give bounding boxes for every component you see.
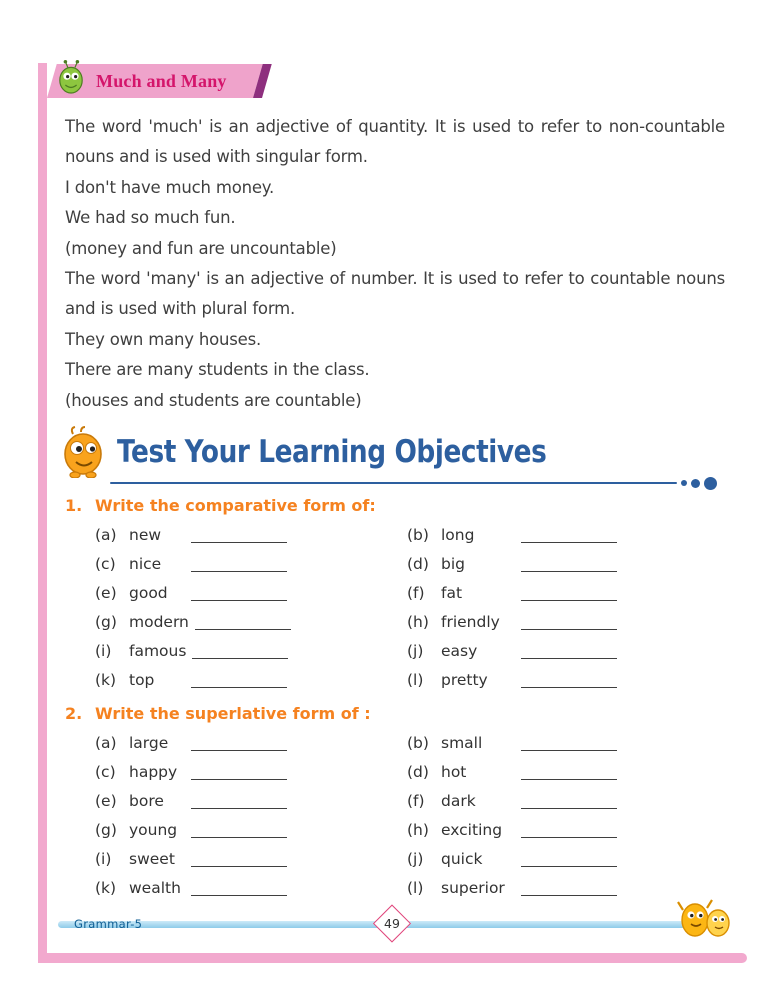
lesson-intro <box>65 112 725 416</box>
answer-blank <box>521 531 617 543</box>
item-letter: (h) <box>407 820 429 839</box>
exercise-item <box>407 636 725 665</box>
intro-paragraph: There are many students in the class. <box>65 360 370 380</box>
intro-paragraph: We had so much fun. <box>65 208 236 228</box>
item-letter: (e) <box>95 791 117 810</box>
item-word: large <box>129 733 169 752</box>
item-letter: (j) <box>407 641 424 660</box>
underline-dot-medium <box>691 479 700 488</box>
answer-blank <box>191 739 287 751</box>
item-word: modern <box>129 612 189 631</box>
answer-blank <box>191 855 287 867</box>
answer-blank <box>521 855 617 867</box>
item-word: hot <box>441 762 467 781</box>
exercise-item <box>407 578 725 607</box>
exercise-item <box>95 786 407 815</box>
lesson-title: Much and Many <box>96 70 227 91</box>
item-letter: (b) <box>407 733 429 752</box>
item-letter: (i) <box>95 849 112 868</box>
exercise-item <box>407 728 725 757</box>
underline-line <box>110 482 677 485</box>
item-word: superior <box>441 878 505 897</box>
exercise-item <box>407 665 725 694</box>
item-letter: (e) <box>95 583 117 602</box>
exercise-heading <box>65 496 725 515</box>
answer-blank <box>191 589 287 601</box>
item-word: sweet <box>129 849 175 868</box>
exercise-item <box>407 757 725 786</box>
item-word: new <box>129 525 162 544</box>
page-border-left <box>38 63 47 963</box>
item-letter: (i) <box>95 641 112 660</box>
item-word: nice <box>129 554 162 573</box>
section-header <box>59 426 725 478</box>
item-word: pretty <box>441 670 488 689</box>
item-letter: (a) <box>95 525 117 544</box>
item-word: small <box>441 733 483 752</box>
exercise-item <box>95 636 407 665</box>
exercise-item <box>95 578 407 607</box>
yellow-monsters-icon <box>675 882 733 938</box>
exercise-item <box>95 815 407 844</box>
exercise-item <box>95 607 407 636</box>
page-border-bottom <box>38 953 747 963</box>
item-letter: (g) <box>95 820 117 839</box>
section-title: Test Your Learning Objectives <box>117 434 547 471</box>
exercise-superlative <box>65 704 725 902</box>
answer-blank <box>191 797 287 809</box>
exercise-item <box>407 844 725 873</box>
answer-blank <box>521 589 617 601</box>
answer-blank <box>521 797 617 809</box>
item-letter: (c) <box>95 762 116 781</box>
item-word: young <box>129 820 178 839</box>
answer-blank <box>521 884 617 896</box>
exercise-item <box>95 665 407 694</box>
item-letter: (l) <box>407 878 424 897</box>
item-letter: (f) <box>407 583 425 602</box>
answer-blank <box>191 531 287 543</box>
underline-dot-small <box>681 480 687 486</box>
item-letter: (l) <box>407 670 424 689</box>
green-monster-icon <box>55 59 87 95</box>
exercise-number: 1. <box>65 496 83 516</box>
item-word: long <box>441 525 475 544</box>
item-letter: (f) <box>407 791 425 810</box>
answer-blank <box>191 676 287 688</box>
answer-blank <box>521 768 617 780</box>
item-word: fat <box>441 583 463 602</box>
item-word: big <box>441 554 465 573</box>
answer-blank <box>521 826 617 838</box>
answer-blank <box>521 560 617 572</box>
answer-blank <box>521 739 617 751</box>
item-word: happy <box>129 762 178 781</box>
exercise-item <box>95 549 407 578</box>
exercise-item <box>95 873 407 902</box>
item-letter: (d) <box>407 554 429 573</box>
item-letter: (c) <box>95 554 116 573</box>
answer-blank <box>191 560 287 572</box>
exercise-comparative <box>65 496 725 694</box>
intro-paragraph: The word 'many' is an adjective of number. It is used to refer to countable nouns and is used with plural form. <box>65 269 725 319</box>
item-word: easy <box>441 641 478 660</box>
lesson-banner <box>47 64 271 98</box>
exercise-item <box>407 520 725 549</box>
item-word: good <box>129 583 168 602</box>
orange-monster-icon <box>59 426 111 478</box>
exercise-item <box>407 786 725 815</box>
page-number-diamond <box>372 904 410 942</box>
page-footer <box>58 908 725 942</box>
exercise-item <box>95 728 407 757</box>
exercise-item <box>95 757 407 786</box>
item-letter: (a) <box>95 733 117 752</box>
item-letter: (b) <box>407 525 429 544</box>
answer-blank <box>195 618 291 630</box>
exercise-item <box>407 549 725 578</box>
item-word: famous <box>129 641 187 660</box>
item-letter: (k) <box>95 878 117 897</box>
exercise-number: 2. <box>65 704 83 724</box>
item-letter: (d) <box>407 762 429 781</box>
item-word: quick <box>441 849 483 868</box>
intro-paragraph: They own many houses. <box>65 329 262 349</box>
exercise-item <box>95 520 407 549</box>
book-title: Grammar-5 <box>74 917 143 931</box>
exercise-item <box>95 844 407 873</box>
intro-paragraph: The word 'much' is an adjective of quantity. It is used to refer to non-countable nouns and is used with singular form. <box>65 117 725 167</box>
item-letter: (k) <box>95 670 117 689</box>
answer-blank <box>191 884 287 896</box>
answer-blank <box>521 676 617 688</box>
exercise-item <box>407 607 725 636</box>
answer-blank <box>191 768 287 780</box>
answer-blank <box>521 647 617 659</box>
exercise-prompt: Write the superlative form of : <box>95 704 371 724</box>
item-word: wealth <box>129 878 181 897</box>
item-letter: (h) <box>407 612 429 631</box>
exercise-prompt: Write the comparative form of: <box>95 496 376 516</box>
answer-blank <box>521 618 617 630</box>
intro-paragraph: I don't have much money. <box>65 177 275 197</box>
item-word: exciting <box>441 820 503 839</box>
exercise-items <box>95 520 725 694</box>
answer-blank <box>191 826 287 838</box>
intro-paragraph: (money and fun are uncountable) <box>65 238 337 258</box>
exercise-heading <box>65 704 725 723</box>
item-letter: (j) <box>407 849 424 868</box>
underline-dot-large <box>704 477 717 490</box>
item-word: bore <box>129 791 164 810</box>
item-word: top <box>129 670 155 689</box>
page-number: 49 <box>383 916 400 931</box>
answer-blank <box>192 647 288 659</box>
item-word: friendly <box>441 612 500 631</box>
item-word: dark <box>441 791 476 810</box>
section-underline <box>110 476 717 490</box>
exercise-items <box>95 728 725 902</box>
intro-paragraph: (houses and students are countable) <box>65 390 362 410</box>
item-letter: (g) <box>95 612 117 631</box>
exercise-item <box>407 815 725 844</box>
